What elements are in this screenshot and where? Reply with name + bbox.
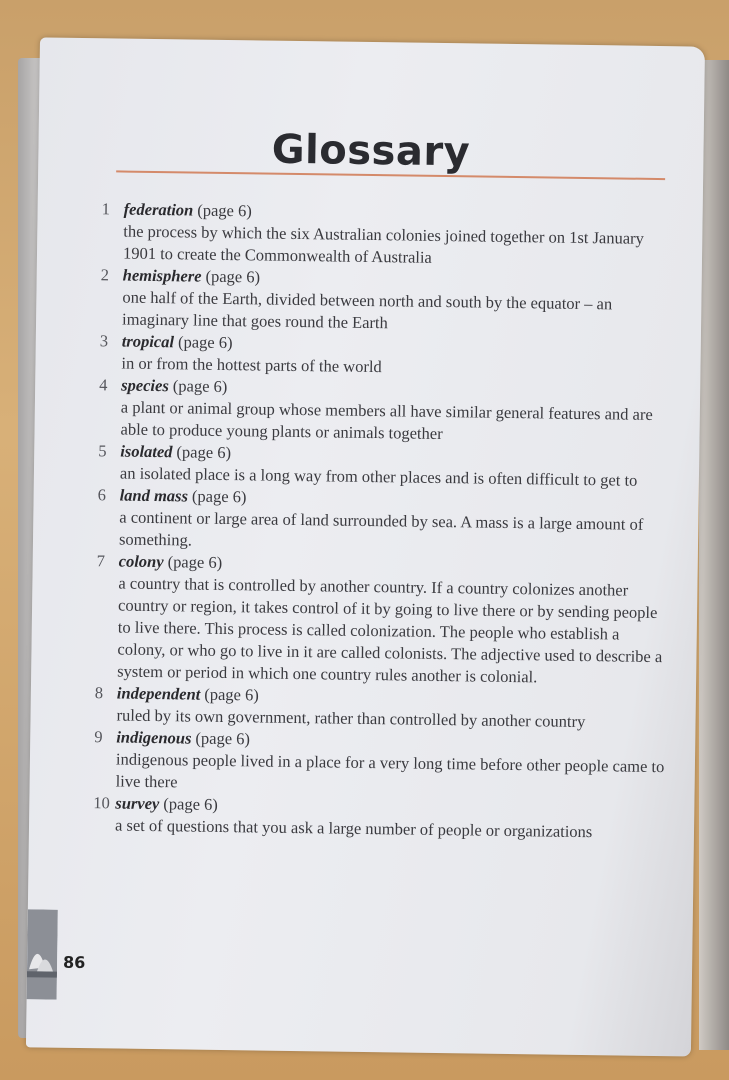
entry-page-ref: (page 6) bbox=[177, 332, 233, 353]
entry-page-ref: (page 6) bbox=[205, 266, 261, 287]
glossary-entry bbox=[94, 682, 666, 734]
entry-number: 8 bbox=[94, 683, 104, 703]
entry-page-ref: (page 6) bbox=[167, 552, 223, 572]
entry-definition: an isolated place is a long way from other places and is often difficult to get to bbox=[119, 463, 638, 490]
entry-definition: indigenous people lived in a place for a very long time before other people came to live there bbox=[115, 749, 665, 792]
entry-term: species bbox=[121, 375, 169, 396]
entry-definition: the process by which the six Australian colonies joined together on 1st January 1901 to create the Commonwealth of Australia bbox=[122, 221, 644, 267]
entry-definition: in or from the hottest parts of the world bbox=[121, 353, 382, 377]
glossary-entry bbox=[93, 726, 665, 800]
entry-page-ref: (page 6) bbox=[172, 376, 228, 397]
entry-term: indigenous bbox=[116, 727, 192, 748]
book-page bbox=[26, 37, 705, 1056]
facing-page-edge bbox=[699, 60, 729, 1050]
entry-number: 2 bbox=[100, 265, 110, 285]
entry-definition: a country that is controlled by another country. If a country colonizes another country or region, it takes control of it by going to live there or by sending people to live there. This process is called colonization. The people who establish a colony, or who go to live in it are called colonists. The adjective used to describe a system or period in which one country rules another is colonial. bbox=[117, 573, 663, 687]
entry-definition: ruled by its own government, rather than controlled by another country bbox=[116, 705, 586, 732]
opera-house-thumbnail-icon bbox=[27, 909, 58, 999]
entry-number: 5 bbox=[98, 441, 107, 461]
glossary-list bbox=[93, 198, 673, 844]
glossary-entry bbox=[98, 374, 670, 448]
entry-definition: one half of the Earth, divided between north and south by the equator – an imaginary line that goes round the Earth bbox=[121, 287, 613, 333]
glossary-entry bbox=[99, 330, 671, 382]
entry-term: independent bbox=[116, 683, 201, 704]
entry-number: 4 bbox=[99, 375, 108, 395]
glossary-entry bbox=[98, 440, 670, 492]
entry-definition: a continent or large area of land surrounded by sea. A mass is a large amount of something. bbox=[118, 507, 644, 550]
entry-term: tropical bbox=[121, 331, 175, 352]
entry-number: 3 bbox=[99, 331, 109, 351]
entry-page-ref: (page 6) bbox=[204, 684, 259, 705]
glossary-entry bbox=[93, 792, 665, 844]
glossary-entry bbox=[97, 484, 669, 558]
entry-page-ref: (page 6) bbox=[163, 794, 218, 814]
glossary-entry bbox=[95, 550, 668, 690]
entry-definition: a set of questions that you ask a large number of people or organizations bbox=[114, 815, 593, 842]
entry-page-ref: (page 6) bbox=[176, 442, 232, 463]
entry-definition: a plant or animal group whose members all have similar general features and are able to produce young plants or animals together bbox=[120, 397, 653, 444]
entry-number: 6 bbox=[97, 485, 107, 505]
entry-number: 1 bbox=[101, 199, 111, 219]
glossary-entry bbox=[100, 264, 672, 338]
entry-term: survey bbox=[115, 793, 160, 814]
page-number: 86 bbox=[62, 952, 86, 973]
entry-number: 9 bbox=[94, 727, 103, 747]
entry-page-ref: (page 6) bbox=[191, 486, 247, 507]
entry-page-ref: (page 6) bbox=[197, 200, 252, 221]
entry-term: colony bbox=[118, 551, 164, 572]
entry-term: isolated bbox=[120, 441, 173, 462]
entry-term: federation bbox=[123, 199, 194, 220]
entry-number: 7 bbox=[96, 551, 106, 571]
entry-number: 10 bbox=[93, 793, 110, 813]
entry-page-ref: (page 6) bbox=[195, 728, 251, 749]
glossary-entry bbox=[101, 198, 673, 272]
entry-term: hemisphere bbox=[122, 265, 202, 286]
entry-term: land mass bbox=[119, 485, 189, 506]
page-title: Glossary bbox=[271, 126, 471, 176]
